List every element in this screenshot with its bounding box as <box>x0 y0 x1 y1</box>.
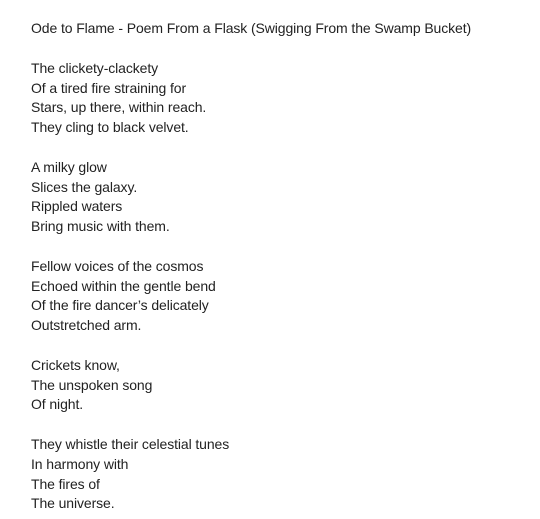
poem-line: A milky glow <box>31 158 107 175</box>
stanza-1 <box>31 59 531 138</box>
poem-line: Rippled waters <box>31 198 123 215</box>
stanza-2 <box>31 158 531 237</box>
poem-line: Of the fire dancer’s delicately <box>31 297 209 314</box>
stanza-5 <box>31 435 531 514</box>
poem-line: They cling to black velvet. <box>31 119 189 136</box>
poem-line: They whistle their celestial tunes <box>31 435 230 452</box>
poem-line: Fellow voices of the cosmos <box>31 257 204 274</box>
poem-line: Bring music with them. <box>31 218 170 235</box>
poem-line: Of a tired fire straining for <box>31 79 187 96</box>
poem-line: The unspoken song <box>31 376 153 393</box>
poem-line: The clickety-clackety <box>31 59 159 76</box>
poem-line: In harmony with <box>31 455 129 472</box>
stanza-4 <box>31 356 531 415</box>
poem-title: Ode to Flame - Poem From a Flask (Swigging From the Swamp Bucket) <box>31 20 472 36</box>
poem-line: Slices the galaxy. <box>31 178 138 195</box>
poem-line: Crickets know, <box>31 356 120 373</box>
poem-line: Echoed within the gentle bend <box>31 277 216 294</box>
poem-document <box>31 19 531 514</box>
poem-line: Stars, up there, within reach. <box>31 99 207 116</box>
stanza-3 <box>31 257 531 336</box>
poem-line: The fires of <box>31 475 100 492</box>
poem-line: Outstretched arm. <box>31 317 142 334</box>
poem-line: The universe. <box>31 495 115 512</box>
poem-line: Of night. <box>31 396 84 413</box>
